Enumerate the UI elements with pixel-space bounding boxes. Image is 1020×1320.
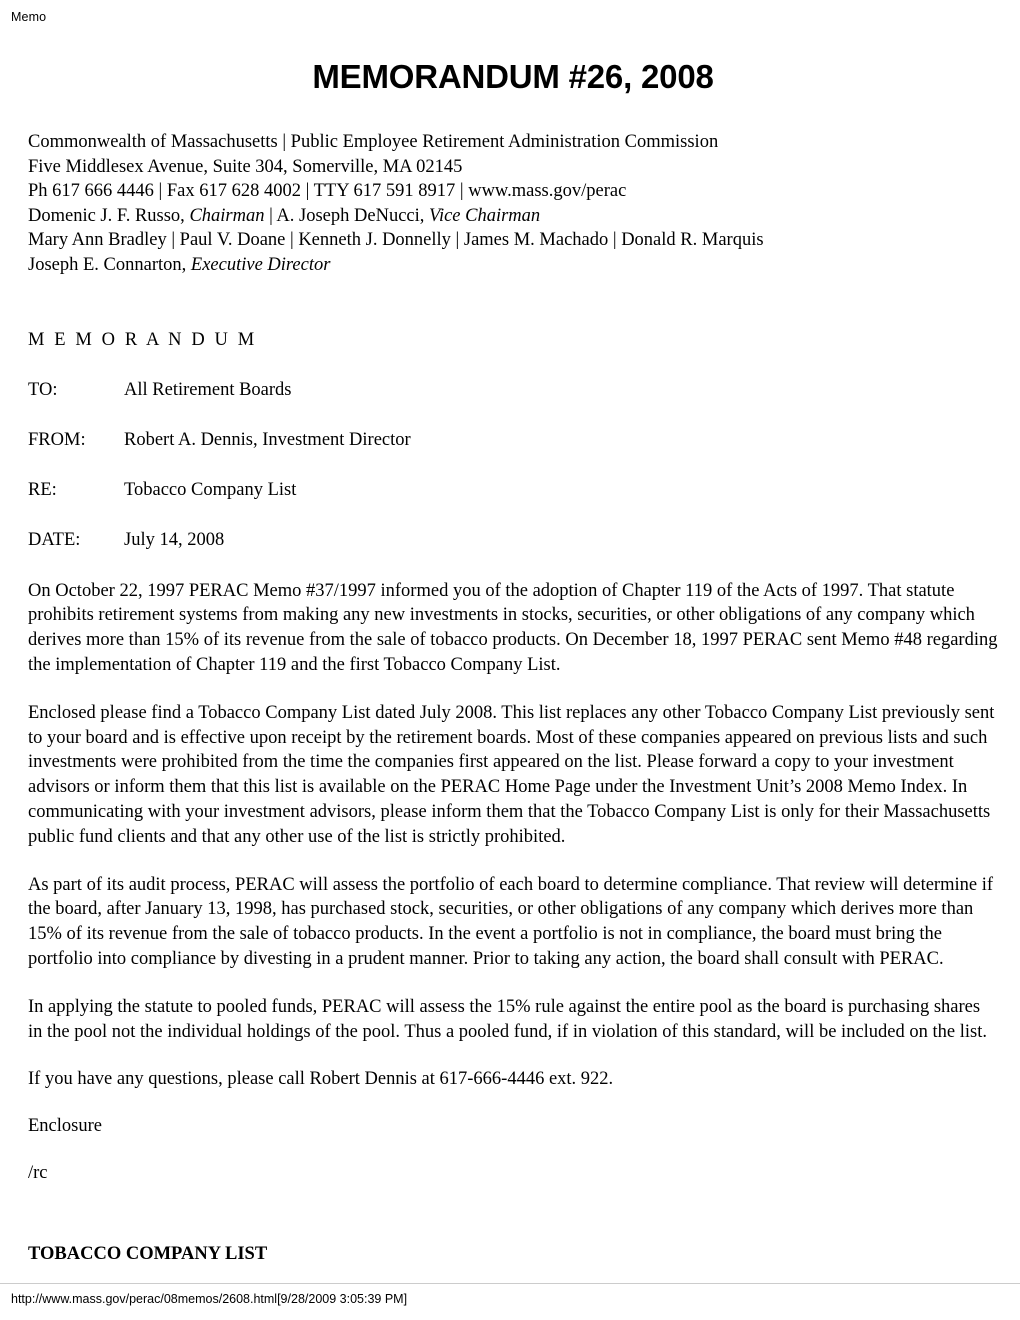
field-from-label: FROM:	[28, 429, 86, 450]
spacer	[28, 278, 998, 330]
initials-note: /rc	[28, 1162, 48, 1183]
document-content	[28, 58, 998, 1265]
body-paragraph: In applying the statute to pooled funds, PERAC will assess the 15% rule against the entire pool as the board is purchasing shares in the pool not the individual holdings of the pool. Thus a pooled fund, if in violation of this standard, will be included on the list.	[28, 996, 987, 1042]
field-from	[28, 429, 998, 451]
field-to-value: All Retirement Boards	[124, 379, 292, 400]
body-paragraph: On October 22, 1997 PERAC Memo #37/1997 informed you of the adoption of Chapter 119 of the Acts of 1997. That statute prohibits retirement systems from making any new investments in stocks, securities, or other obligations of any company which derives more than 15% of its revenue from the sale of tobacco products. On December 18, 1997 PERAC sent Memo #48 regarding the implementation of Chapter 119 and the first Tobacco Company List.	[28, 580, 998, 675]
letterhead-line-1: Commonwealth of Massachusetts | Public Employee Retirement Administration Commission	[28, 132, 719, 152]
vice-chairman-role: Vice Chairman	[429, 205, 541, 226]
field-re-value: Tobacco Company List	[124, 479, 297, 500]
chairman-name: Domenic J. F. Russo,	[28, 205, 185, 226]
letterhead-separator: |	[264, 205, 277, 226]
page-title: MEMORANDUM #26, 2008	[312, 58, 714, 95]
field-re-label: RE:	[28, 479, 57, 500]
letterhead-line-4	[28, 204, 998, 229]
body-paragraph: Enclosed please find a Tobacco Company List dated July 2008. This list replaces any other Tobacco Company List previously sent to your board and is effective upon receipt by the retirement boards. Most of these companies appeared on previous lists and such investments were prohibited from the time the companies first appeared on the list. Please forward a copy to your investment advisors or inform them that this list is available on the PERAC Home Page under the Investment Unit’s 2008 Memo Index. In communicating with your investment advisors, please inform them that the Tobacco Company List is only for their Massachusetts public fund clients and that any other use of the list is strictly prohibited.	[28, 702, 995, 847]
contact-paragraph: If you have any questions, please call Robert Dennis at 617-666-4446 ext. 922.	[28, 1069, 614, 1090]
field-to	[28, 379, 998, 401]
browser-tab-title: Memo	[11, 10, 47, 24]
vice-chairman-name: A. Joseph DeNucci,	[276, 205, 425, 226]
footer-divider	[0, 1283, 1020, 1284]
field-from-value: Robert A. Dennis, Investment Director	[124, 429, 411, 450]
letterhead	[28, 130, 998, 278]
memo-heading: M E M O R A N D U M	[28, 329, 257, 350]
executive-director-role: Executive Director	[190, 254, 331, 275]
body-paragraph: As part of its audit process, PERAC will assess the portfolio of each board to determine compliance. That review will determine if the board, after January 13, 1998, has purchased stock, securities, or other obligations of any company which derives more than 15% of its revenue from the sale of tobacco products. In the event a portfolio is not in compliance, the board must bring the portfolio into compliance by divesting in a prudent manner. Prior to taking any action, the board shall consult with PERAC.	[28, 874, 994, 969]
letterhead-line-3: Ph 617 666 4446 | Fax 617 628 4002 | TTY 617 591 8917 | www.mass.gov/perac	[28, 181, 627, 202]
field-to-label: TO:	[28, 379, 58, 400]
field-date-label: DATE:	[28, 529, 81, 550]
field-date	[28, 529, 998, 551]
executive-director-name: Joseph E. Connarton,	[28, 254, 187, 275]
status-bar-url: http://www.mass.gov/perac/08memos/2608.html[9/28/2009 3:05:39 PM]	[11, 1292, 408, 1306]
enclosure-note: Enclosure	[28, 1116, 102, 1137]
chairman-role: Chairman	[189, 205, 265, 226]
letterhead-line-2: Five Middlesex Avenue, Suite 304, Somerville, MA 02145	[28, 156, 463, 177]
section-heading-tobacco-company-list: TOBACCO COMPANY LIST	[28, 1243, 268, 1264]
letterhead-line-5: Mary Ann Bradley | Paul V. Doane | Kenneth J. Donnelly | James M. Machado | Donald R. Marquis	[28, 230, 764, 251]
letterhead-line-6	[28, 253, 998, 278]
field-re	[28, 479, 998, 501]
field-date-value: July 14, 2008	[124, 529, 225, 550]
